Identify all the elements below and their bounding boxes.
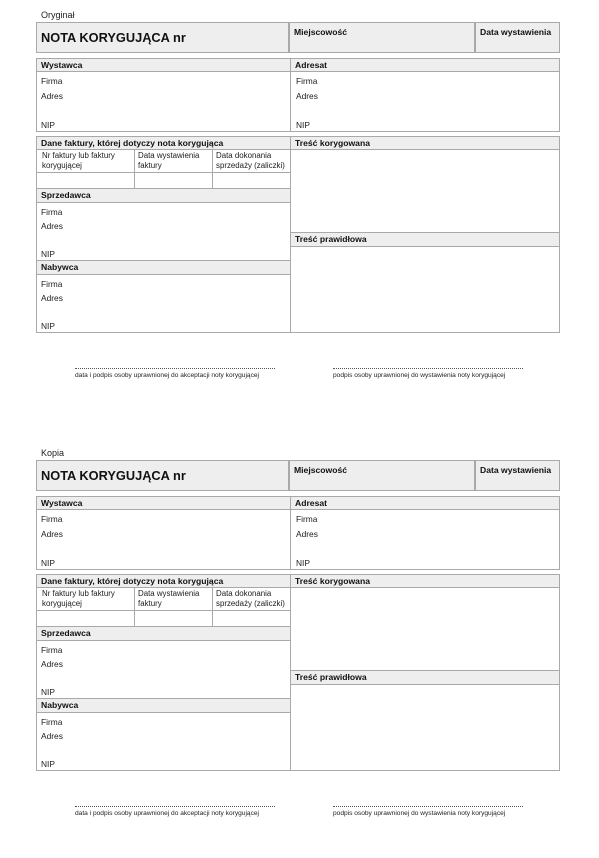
issuer-firm-label: Firma [41, 76, 63, 86]
signature-line-left[interactable] [75, 368, 275, 369]
invoice-header: Dane faktury, której dotyczy nota korygująca [41, 576, 224, 586]
sale-date-label: Data dokonania sprzedaży (zaliczki) [216, 151, 285, 170]
issuer-address-label: Adres [41, 529, 63, 539]
invoice-row-line [37, 610, 290, 611]
issuer-nip-label: NIP [41, 120, 55, 130]
seller-firm-label: Firma [41, 207, 63, 217]
signature-line-left[interactable] [75, 806, 275, 807]
sale-date-label: Data dokonania sprzedaży (zaliczki) [216, 589, 285, 608]
buyer-header-bar [37, 698, 290, 713]
seller-header: Sprzedawca [41, 628, 91, 638]
correct-content-header: Treść prawidłowa [295, 234, 367, 244]
buyer-nip-label: NIP [41, 321, 55, 331]
signature-caption-right: podpis osoby uprawnionej do wystawienia noty korygującej [333, 810, 506, 817]
invoice-date-cell[interactable] [134, 150, 212, 188]
document-title: NOTA KORYGUJĄCA nr [41, 30, 186, 45]
issuer-header: Wystawca [41, 498, 83, 508]
recipient-firm-label: Firma [296, 514, 318, 524]
note-copy [0, 0, 599, 420]
corrected-content-area[interactable] [291, 588, 559, 670]
seller-nip-label: NIP [41, 249, 55, 259]
invoice-number-cell[interactable] [37, 150, 134, 188]
recipient-header: Adresat [295, 60, 327, 70]
buyer-header: Nabywca [41, 262, 79, 272]
corrected-content-header: Treść korygowana [295, 138, 370, 148]
document-title: NOTA KORYGUJĄCA nr [41, 468, 186, 483]
seller-address-label: Adres [41, 659, 63, 669]
signature-caption-left: data i podpis osoby uprawnionej do akceptacji noty korygującej [75, 372, 260, 379]
buyer-nip-label: NIP [41, 759, 55, 769]
recipient-nip-label: NIP [296, 558, 310, 568]
copy-label: Kopia [41, 448, 65, 458]
copy-label: Oryginał [41, 10, 75, 20]
invoice-header-bar [37, 137, 290, 150]
correct-content-header-bar [291, 670, 559, 685]
corrected-content-header-bar [291, 575, 559, 588]
recipient-header: Adresat [295, 498, 327, 508]
sale-date-cell[interactable] [212, 150, 290, 188]
issuer-firm-label: Firma [41, 514, 63, 524]
correct-content-header-bar [291, 232, 559, 247]
buyer-firm-label: Firma [41, 717, 63, 727]
invoice-number-cell[interactable] [37, 588, 134, 626]
seller-nip-label: NIP [41, 687, 55, 697]
recipient-fields[interactable] [291, 510, 559, 569]
invoice-number-label: Nr faktury lub faktury korygującej [42, 589, 115, 608]
issue-date-label: Data wystawienia [480, 27, 552, 37]
buyer-fields[interactable] [37, 275, 290, 332]
place-label: Miejscowość [294, 27, 348, 37]
recipient-address-label: Adres [296, 91, 318, 101]
seller-header-bar [37, 626, 290, 641]
correct-content-header: Treść prawidłowa [295, 672, 367, 682]
buyer-firm-label: Firma [41, 279, 63, 289]
issuer-address-label: Adres [41, 91, 63, 101]
issuer-nip-label: NIP [41, 558, 55, 568]
place-field[interactable] [289, 22, 475, 53]
corrected-content-header-bar [291, 137, 559, 150]
issuer-fields[interactable] [37, 510, 290, 569]
signature-caption-left: data i podpis osoby uprawnionej do akceptacji noty korygującej [75, 810, 260, 817]
buyer-address-label: Adres [41, 731, 63, 741]
seller-fields[interactable] [37, 641, 290, 698]
seller-header-bar [37, 188, 290, 203]
invoice-header: Dane faktury, której dotyczy nota korygująca [41, 138, 224, 148]
title-box [36, 22, 289, 53]
issue-date-label: Data wystawienia [480, 465, 552, 475]
invoice-date-label: Data wystawienia faktury [138, 589, 200, 608]
signature-line-right[interactable] [333, 368, 523, 369]
seller-header: Sprzedawca [41, 190, 91, 200]
recipient-nip-label: NIP [296, 120, 310, 130]
issuer-fields[interactable] [37, 72, 290, 131]
place-label: Miejscowość [294, 465, 348, 475]
signature-line-right[interactable] [333, 806, 523, 807]
place-field[interactable] [289, 460, 475, 491]
title-box [36, 460, 289, 491]
buyer-fields[interactable] [37, 713, 290, 770]
recipient-address-label: Adres [296, 529, 318, 539]
issue-date-field[interactable] [475, 460, 560, 491]
corrected-content-area[interactable] [291, 150, 559, 232]
buyer-header: Nabywca [41, 700, 79, 710]
issuer-header: Wystawca [41, 60, 83, 70]
seller-fields[interactable] [37, 203, 290, 260]
buyer-address-label: Adres [41, 293, 63, 303]
invoice-number-label: Nr faktury lub faktury korygującej [42, 151, 115, 170]
invoice-row-line [37, 172, 290, 173]
sale-date-cell[interactable] [212, 588, 290, 626]
seller-firm-label: Firma [41, 645, 63, 655]
invoice-header-bar [37, 575, 290, 588]
recipient-firm-label: Firma [296, 76, 318, 86]
note-copy [0, 438, 599, 858]
corrected-content-header: Treść korygowana [295, 576, 370, 586]
invoice-date-label: Data wystawienia faktury [138, 151, 200, 170]
issue-date-field[interactable] [475, 22, 560, 53]
buyer-header-bar [37, 260, 290, 275]
correct-content-area[interactable] [291, 685, 559, 770]
recipient-fields[interactable] [291, 72, 559, 131]
invoice-date-cell[interactable] [134, 588, 212, 626]
seller-address-label: Adres [41, 221, 63, 231]
signature-caption-right: podpis osoby uprawnionej do wystawienia noty korygującej [333, 372, 506, 379]
correct-content-area[interactable] [291, 247, 559, 332]
